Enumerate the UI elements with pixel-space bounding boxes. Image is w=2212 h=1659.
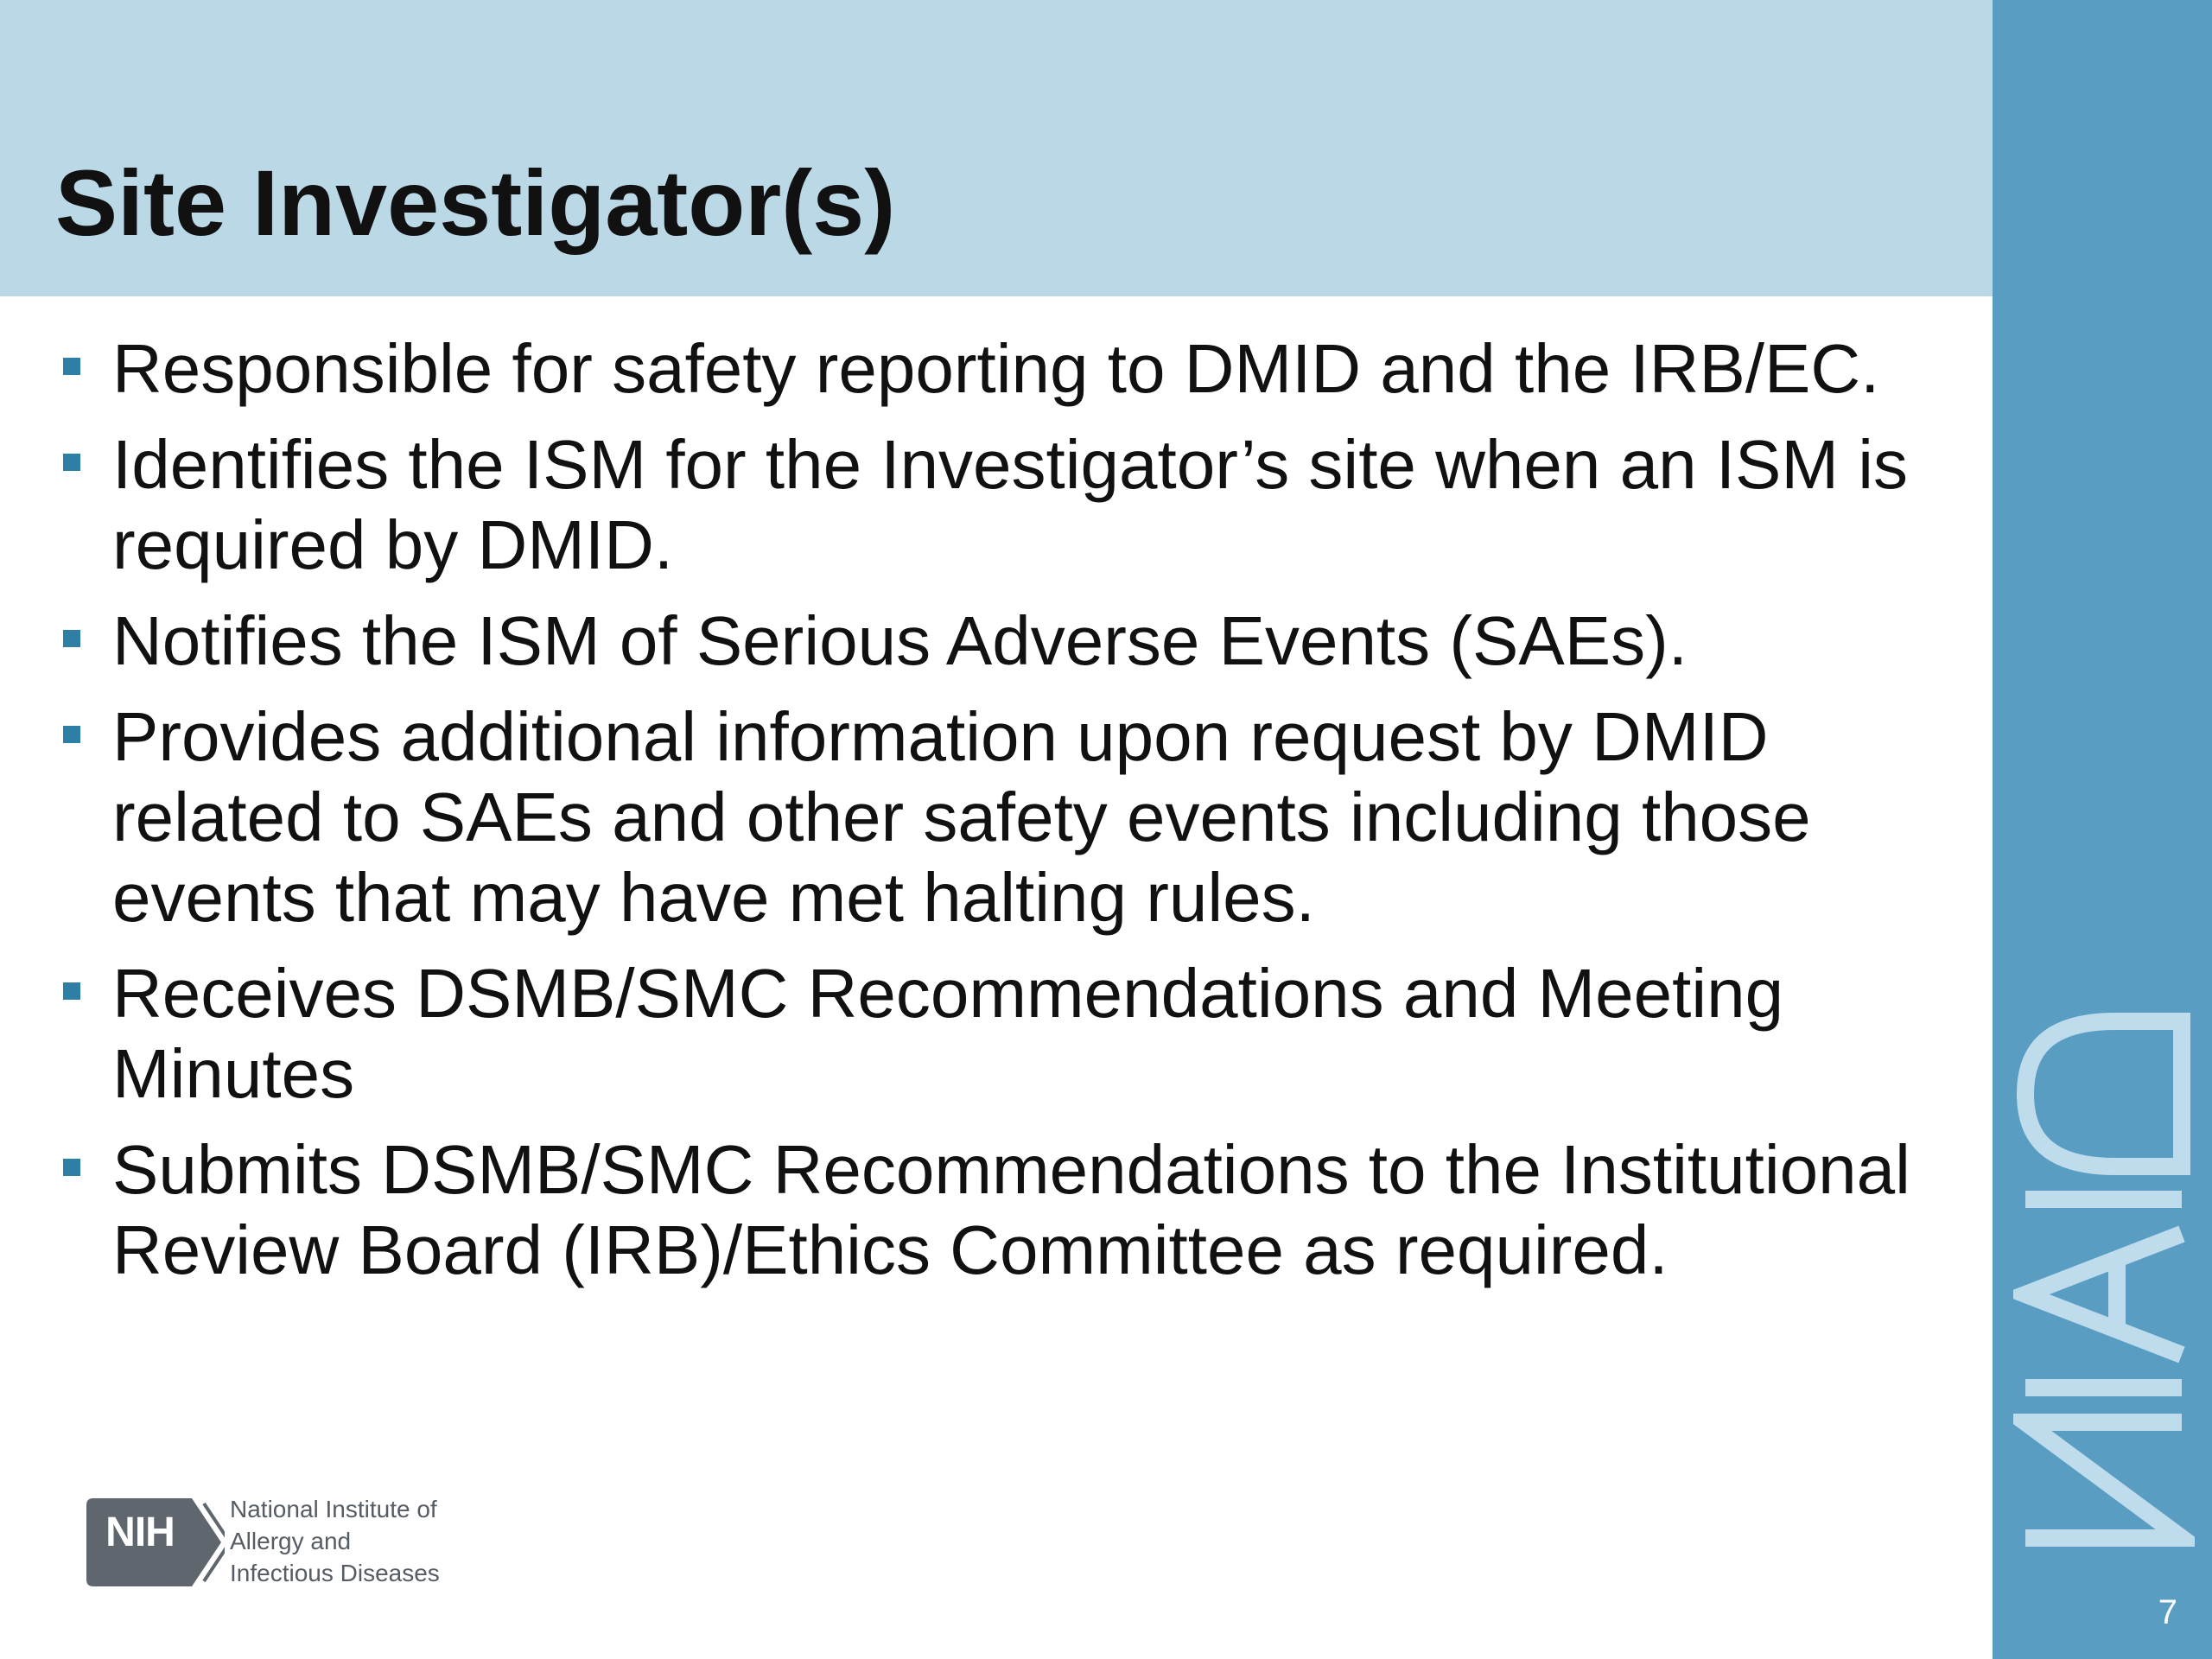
square-bullet-icon <box>63 454 80 471</box>
nih-badge-text: NIH <box>105 1510 175 1555</box>
bullet-text: Submits DSMB/SMC Recommendations to the Institutional Review Board (IRB)/Ethics Committee as required. <box>112 1131 1910 1288</box>
slide-title: Site Investigator(s) <box>55 150 896 255</box>
bullet-list <box>55 328 1913 1306</box>
bullet-item <box>55 424 1913 585</box>
bullet-text: Provides additional information upon request by DMID related to SAEs and other safety events including those events that may have met halting rules. <box>112 698 1811 936</box>
bullet-item <box>55 696 1913 938</box>
bullet-text: Identifies the ISM for the Investigator’s site when an ISM is required by DMID. <box>112 426 1909 583</box>
square-bullet-icon <box>63 358 80 375</box>
square-bullet-icon <box>63 726 80 743</box>
square-bullet-icon <box>63 1159 80 1176</box>
nih-name-line: Allergy and <box>230 1528 352 1554</box>
nih-name-line: National Institute of <box>230 1496 437 1522</box>
nih-logo <box>86 1488 484 1592</box>
square-bullet-icon <box>63 982 80 1000</box>
nih-institute-name <box>230 1493 489 1589</box>
square-bullet-icon <box>63 630 80 647</box>
bullet-text: Notifies the ISM of Serious Adverse Events (SAEs). <box>112 602 1688 679</box>
bullet-item <box>55 1129 1913 1290</box>
title-band <box>0 0 1993 296</box>
page-number: 7 <box>2158 1593 2177 1631</box>
bullet-item <box>55 601 1913 681</box>
bullet-item <box>55 953 1913 1114</box>
niaid-logo-mark <box>2013 1002 2195 1555</box>
bullet-text: Receives DSMB/SMC Recommendations and Meeting Minutes <box>112 955 1784 1112</box>
nih-name-line: Infectious Diseases <box>230 1560 440 1586</box>
bullet-text: Responsible for safety reporting to DMID and the IRB/EC. <box>112 330 1880 407</box>
bullet-item <box>55 328 1913 409</box>
